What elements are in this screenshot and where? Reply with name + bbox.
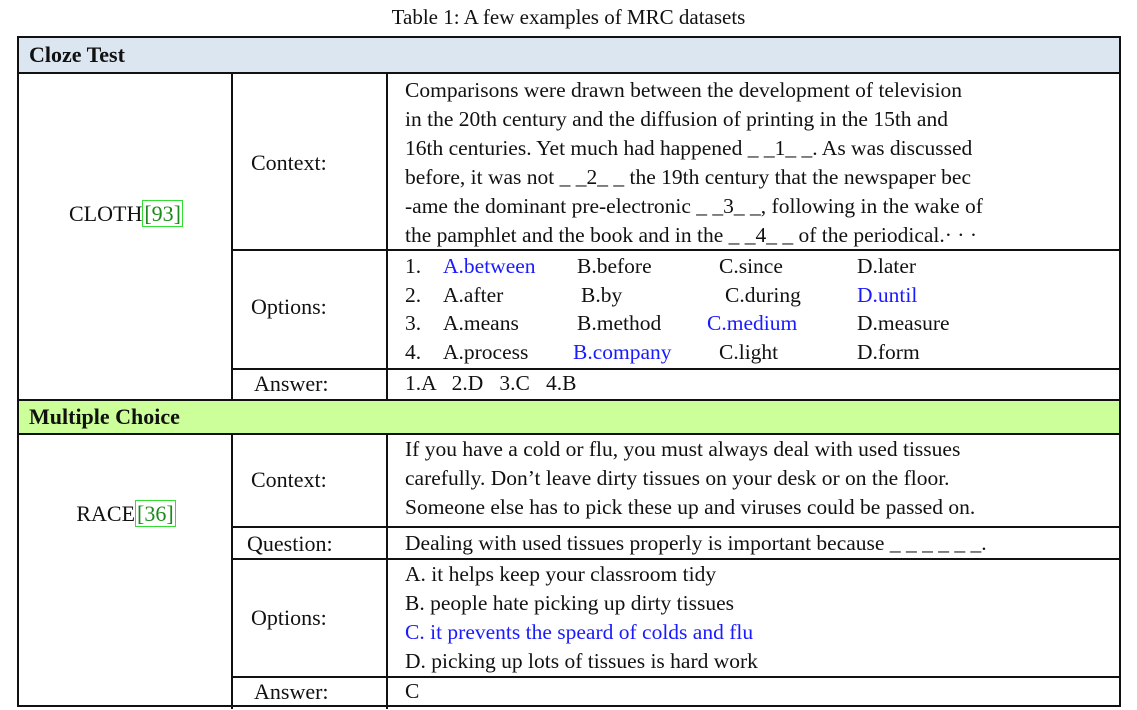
cloze-option-choice: B.method <box>577 311 662 335</box>
cloze-option-number: 1. <box>405 254 422 278</box>
mc-option: D. picking up lots of tissues is hard work <box>405 649 758 673</box>
cloth-dataset-name: CLOTH <box>69 201 143 226</box>
mc-answer-label: Answer: <box>254 679 329 704</box>
cloze-answer-label: Answer: <box>254 371 329 396</box>
race-dataset-name: RACE <box>76 501 136 526</box>
cloze-option-choice: C.since <box>719 254 783 278</box>
race-dataset-label: RACE[36] <box>76 501 174 526</box>
cloze-option-choice: D.until <box>857 282 918 307</box>
cloze-option-choice: D.later <box>857 254 917 278</box>
cloze-option-choice: C.during <box>725 282 801 307</box>
cloze-options-label: Options: <box>251 294 327 319</box>
mc-section-title: Multiple Choice <box>29 404 180 429</box>
mc-question-text: Dealing with used tissues properly is important because _ _ _ _ _ _. <box>405 531 987 555</box>
cloze-option-choice: D.form <box>857 339 920 364</box>
mc-section-header <box>19 401 1119 433</box>
cloze-answer-value: 1.A 2.D 3.C 4.B <box>405 371 577 395</box>
cloze-context-line: in the 20th century and the diffusion of printing in the 15th and <box>405 107 948 131</box>
mc-options-label: Options: <box>251 605 327 630</box>
cloze-context-line: before, it was not _ _2_ _ the 19th century that the newspaper bec <box>405 165 971 189</box>
mrc-examples-table <box>17 36 1121 707</box>
cloze-context-label: Context: <box>251 150 327 175</box>
mc-option: C. it prevents the speard of colds and flu <box>405 620 754 644</box>
cloze-option-choice: C.medium <box>707 311 798 335</box>
table-caption: Table 1: A few examples of MRC datasets <box>391 5 746 29</box>
cloth-dataset-label: CLOTH[93] <box>69 201 181 226</box>
cloze-option-choice: A.after <box>443 282 504 307</box>
cloze-option-choice: B.before <box>577 254 652 278</box>
mc-context-line: If you have a cold or flu, you must always deal with used tissues <box>405 437 961 461</box>
cloze-option-choice: A.process <box>443 339 529 364</box>
cloze-option-choice: C.light <box>719 339 779 364</box>
cloze-context-line: Comparisons were drawn between the development of television <box>405 78 963 102</box>
race-citation[interactable]: 36 <box>144 501 167 526</box>
cloze-option-choice: B.company <box>573 339 672 364</box>
cloze-section-header <box>19 38 1119 72</box>
cloze-option-number: 3. <box>405 311 422 335</box>
cloze-context-line: 16th centuries. Yet much had happened _ _1_ _. As was discussed <box>405 136 973 160</box>
cloze-context-line: the pamphlet and the book and in the _ _4_ _ of the periodical.· · · <box>405 223 977 247</box>
cloze-section-title: Cloze Test <box>29 42 125 67</box>
cloze-option-number: 4. <box>405 339 422 364</box>
cloth-citation[interactable]: 93 <box>151 201 174 226</box>
mc-context-label: Context: <box>251 467 327 492</box>
cloze-option-choice: A.means <box>443 311 519 335</box>
mc-context-line: Someone else has to pick these up and viruses could be passed on. <box>405 495 976 519</box>
cloze-option-choice: D.measure <box>857 311 950 335</box>
mc-option: A. it helps keep your classroom tidy <box>405 562 717 586</box>
cloze-option-number: 2. <box>405 282 422 307</box>
mc-option: B. people hate picking up dirty tissues <box>405 591 735 615</box>
mc-question-label: Question: <box>247 531 333 556</box>
mc-context-line: carefully. Don’t leave dirty tissues on your desk or on the floor. <box>405 466 950 490</box>
mc-answer-value: C <box>405 679 420 703</box>
cloze-context-line: -ame the dominant pre-electronic _ _3_ _, following in the wake of <box>405 194 983 218</box>
cloze-option-choice: A.between <box>443 254 536 278</box>
cloze-option-choice: B.by <box>581 282 623 307</box>
